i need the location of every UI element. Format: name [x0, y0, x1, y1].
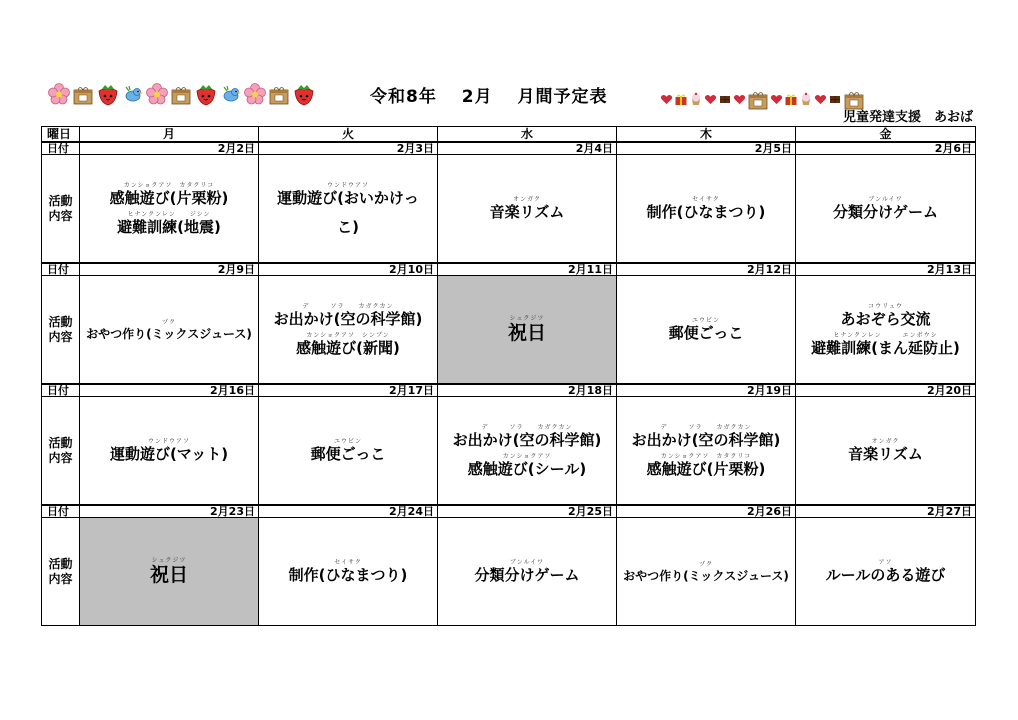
activity-text: 郵便ごっこ	[668, 324, 744, 342]
activity-cell	[259, 397, 438, 506]
furigana: シュクジツ	[509, 315, 545, 322]
cupcake-icon	[689, 92, 703, 106]
activity-cell	[259, 276, 438, 385]
heart-icon	[770, 93, 783, 106]
activity-text: 避難訓練(まん延防止)	[811, 338, 960, 357]
activity-text: 音楽リズム	[489, 203, 565, 221]
date-row	[42, 384, 976, 397]
furigana: カンショクアソ	[502, 452, 552, 460]
activity-line	[811, 333, 960, 356]
furigana: デ ソラ カガクカン	[481, 423, 573, 431]
date-cell: 2月16日	[80, 384, 259, 397]
date-cell: 2月18日	[438, 384, 617, 397]
activity-text: 感触遊び(シール)	[467, 459, 587, 478]
furigana: ブンルイワ	[868, 196, 903, 203]
heart-icon	[660, 93, 673, 106]
activity-text: 感触遊び(片栗粉)	[646, 459, 766, 478]
furigana: オンガク	[871, 438, 900, 445]
activity-cell	[438, 397, 617, 506]
weekday-header: 水	[438, 127, 617, 143]
activity-text: 分類分けゲーム	[832, 203, 938, 221]
activity-line	[848, 439, 923, 462]
activity-cell	[80, 397, 259, 506]
page-title: 令和8年 2月 月間予定表	[370, 87, 608, 107]
heart-icon	[733, 93, 746, 106]
activity-cell	[796, 518, 976, 626]
date-cell: 2月26日	[617, 505, 796, 518]
furigana: セイサク	[692, 196, 720, 203]
activity-text: お出かけ(空の科学館)	[631, 430, 781, 449]
date-cell: 2月6日	[796, 142, 976, 155]
furigana: シュクジツ	[151, 557, 187, 564]
activity-line	[490, 197, 565, 220]
cupcake-icon	[799, 92, 813, 106]
heart-icon	[704, 93, 717, 106]
activity-line	[453, 425, 602, 448]
activity-text: お出かけ(空の科学館)	[452, 430, 602, 449]
furigana: ヒナンクンレン ジシン	[127, 210, 211, 218]
bird-icon	[220, 83, 242, 105]
activity-cell	[259, 518, 438, 626]
activity-text: 避難訓練(地震)	[117, 217, 221, 236]
date-label: 日付	[42, 505, 80, 518]
furigana: ブンルイワ	[509, 559, 545, 566]
date-row	[42, 263, 976, 276]
date-cell: 2月23日	[80, 505, 259, 518]
activity-line	[117, 212, 221, 235]
activity-cell	[438, 518, 617, 626]
activity-line	[110, 183, 229, 206]
activity-text: 音楽リズム	[848, 445, 923, 463]
activity-line	[474, 560, 579, 583]
furigana: アソ	[878, 559, 893, 566]
activity-text: おやつ作り(ミックスジュース)	[623, 568, 789, 583]
furigana: ヅク	[699, 560, 713, 568]
activity-text: 感触遊び(片栗粉)	[109, 188, 229, 207]
activity-line	[840, 304, 930, 327]
activity-line	[647, 454, 766, 477]
date-cell: 2月10日	[259, 263, 438, 276]
activity-text: 制作(ひなまつり)	[646, 203, 766, 221]
activity-line	[826, 560, 946, 583]
weekday-header: 月	[80, 127, 259, 143]
furigana: デ ソラ カガクカン	[302, 302, 394, 310]
holiday-label: 祝日	[149, 564, 188, 586]
furigana: ユウビン	[333, 438, 362, 445]
weekday-header-row	[42, 127, 976, 143]
activity-line	[150, 558, 188, 585]
date-cell: 2月20日	[796, 384, 976, 397]
activity-label: 活動 内容	[42, 397, 80, 506]
activity-row	[42, 155, 976, 264]
strawberry-icon	[96, 82, 120, 106]
activity-cell	[80, 155, 259, 264]
flower-icon	[244, 83, 266, 105]
furigana: カンショクアソ カタクリコ	[123, 181, 215, 189]
monthly-schedule-table	[41, 126, 976, 626]
activity-text: こ)	[337, 217, 359, 236]
activity-label: 活動 内容	[42, 155, 80, 264]
activity-line	[110, 439, 228, 462]
gift-bag-icon	[268, 83, 290, 105]
activity-line	[468, 454, 586, 477]
activity-cell	[617, 276, 796, 385]
furigana: ウンドウアソ	[326, 181, 369, 189]
date-cell: 2月17日	[259, 384, 438, 397]
furigana: カンショクアソ シンブン	[306, 331, 390, 339]
activity-row	[42, 397, 976, 506]
date-cell: 2月2日	[80, 142, 259, 155]
activity-cell	[796, 276, 976, 385]
weekday-label: 曜日	[42, 127, 80, 143]
activity-cell	[617, 397, 796, 506]
activity-text: 郵便ごっこ	[310, 445, 386, 463]
date-label: 日付	[42, 263, 80, 276]
date-label: 日付	[42, 384, 80, 397]
date-cell: 2月19日	[617, 384, 796, 397]
activity-line	[86, 320, 252, 340]
furigana: コウリュウ	[868, 302, 903, 310]
activity-line	[508, 316, 546, 343]
weekday-header: 木	[617, 127, 796, 143]
weekday-header: 金	[796, 127, 976, 143]
activity-line	[632, 425, 781, 448]
activity-cell	[259, 155, 438, 264]
activity-cell	[438, 155, 617, 264]
activity-text: 運動遊び(マット)	[109, 445, 229, 463]
date-cell: 2月3日	[259, 142, 438, 155]
activity-text: お出かけ(空の科学館)	[273, 309, 423, 328]
activity-line	[274, 304, 423, 327]
activity-line	[311, 439, 386, 462]
date-cell: 2月27日	[796, 505, 976, 518]
gift-icon	[674, 92, 688, 106]
activity-cell	[796, 397, 976, 506]
activity-cell	[80, 276, 259, 385]
activity-text: 感触遊び(新聞)	[296, 338, 400, 357]
activity-row	[42, 518, 976, 626]
chocolate-icon	[718, 92, 732, 106]
activity-text: 制作(ひなまつり)	[288, 566, 408, 584]
furigana: ヅク	[162, 318, 176, 326]
gift-bag-icon	[72, 83, 94, 105]
decoration-strip-left	[48, 82, 316, 106]
date-cell: 2月9日	[80, 263, 259, 276]
date-cell: 2月4日	[438, 142, 617, 155]
activity-cell	[796, 155, 976, 264]
strawberry-icon	[292, 82, 316, 106]
furigana: セイサク	[334, 559, 362, 566]
holiday-cell	[80, 518, 259, 626]
furigana: オンガク	[512, 196, 541, 203]
activity-line	[289, 560, 408, 583]
activity-line	[669, 318, 744, 341]
activity-text: あおぞら交流	[840, 309, 931, 328]
activity-text: 分類分けゲーム	[474, 566, 580, 584]
date-label: 日付	[42, 142, 80, 155]
gift-bag-icon	[170, 83, 192, 105]
activity-label: 活動 内容	[42, 276, 80, 385]
gift-bag-icon	[747, 88, 769, 110]
activity-label: 活動 内容	[42, 518, 80, 626]
activity-line	[337, 212, 359, 235]
organization-name: 児童発達支援 あおば	[842, 110, 973, 125]
date-row	[42, 142, 976, 155]
date-cell: 2月25日	[438, 505, 617, 518]
weekday-header: 火	[259, 127, 438, 143]
activity-line	[647, 197, 766, 220]
activity-line	[623, 562, 789, 582]
activity-text: ルールのある遊び	[825, 566, 946, 584]
activity-line	[277, 183, 419, 206]
activity-line	[833, 197, 938, 220]
gift-icon	[784, 92, 798, 106]
furigana: ユウビン	[691, 317, 720, 324]
holiday-label: 祝日	[507, 322, 546, 344]
activity-row	[42, 276, 976, 385]
activity-cell	[617, 155, 796, 264]
holiday-cell	[438, 276, 617, 385]
activity-cell	[617, 518, 796, 626]
furigana: ヒナンクンレン エンボウシ	[833, 331, 938, 339]
date-cell: 2月13日	[796, 263, 976, 276]
activity-line	[296, 333, 400, 356]
date-cell: 2月24日	[259, 505, 438, 518]
date-cell: 2月11日	[438, 263, 617, 276]
date-cell: 2月12日	[617, 263, 796, 276]
furigana: デ ソラ カガクカン	[660, 423, 752, 431]
flower-icon	[146, 83, 168, 105]
flower-icon	[48, 83, 70, 105]
bird-icon	[122, 83, 144, 105]
furigana: カンショクアソ カタクリコ	[660, 452, 752, 460]
furigana: ウンドウアソ	[147, 438, 190, 445]
heart-icon	[814, 93, 827, 106]
decoration-strip-right	[660, 88, 865, 110]
date-row	[42, 505, 976, 518]
strawberry-icon	[194, 82, 218, 106]
chocolate-icon	[828, 92, 842, 106]
activity-text: 運動遊び(おいかけっ	[277, 188, 419, 207]
date-cell: 2月5日	[617, 142, 796, 155]
activity-text: おやつ作り(ミックスジュース)	[86, 326, 252, 341]
